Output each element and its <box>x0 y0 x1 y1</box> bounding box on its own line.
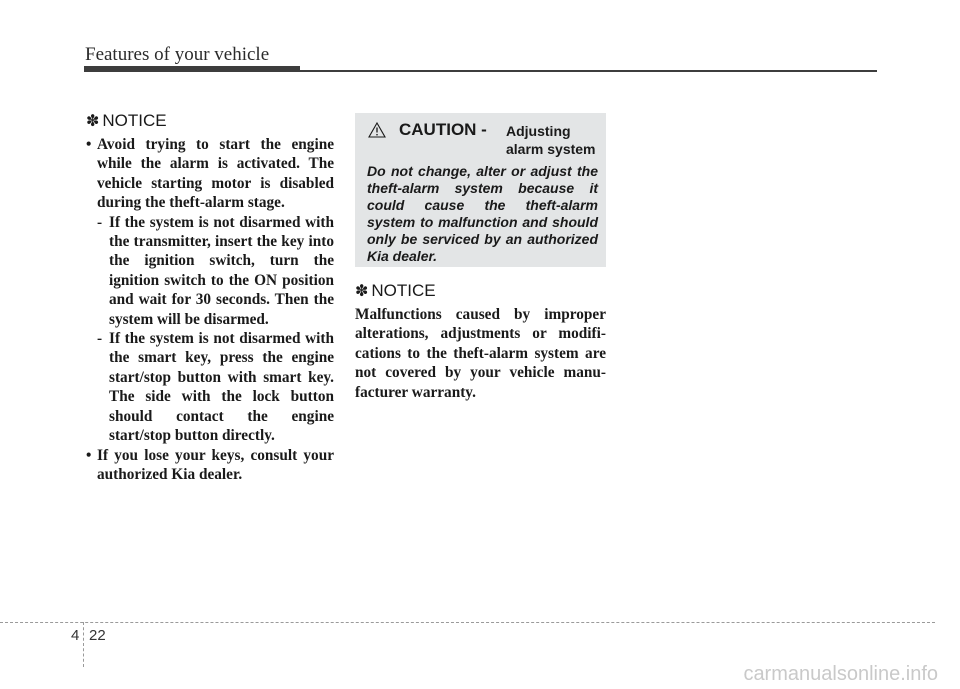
star-icon: ✽ <box>86 113 100 130</box>
list-item <box>97 213 334 329</box>
notice-heading <box>86 111 334 132</box>
caution-box <box>355 113 606 267</box>
dash-icon: - <box>97 213 103 231</box>
bullet-text: Avoid trying to start the engine while the alarm is activated. The vehicle starting motor is disabled during the theft-alarm stage. <box>97 136 334 212</box>
bullet-icon: • <box>86 136 92 153</box>
caution-subtitle-line2: alarm system <box>506 141 596 157</box>
caution-text: Do not change, alter or adjust the theft-alarm system because it could cause the theft-alarm system to malfunction and should only be serviced by an authorized Kia dealer. <box>367 163 598 264</box>
sub-text: If the system is not disarmed with the transmitter, insert the key into the ignition switch, turn the ignition switch to the ON position and wait for 30 seconds. Then the system will be disarmed. <box>109 213 334 328</box>
warning-triangle-icon <box>368 122 386 138</box>
section-number: 4 <box>71 627 80 644</box>
footer-divider <box>83 622 84 667</box>
star-icon: ✽ <box>355 283 369 300</box>
header-rule-thick <box>84 66 300 72</box>
sub-text: If the system is not disarmed with the smart key, press the engine start/stop button with smart key. The side with the lock button should contact the engine start/stop button directly. <box>109 330 334 445</box>
list-item <box>86 446 334 485</box>
left-notice <box>86 111 334 484</box>
caution-header <box>367 120 600 160</box>
list-item <box>97 329 334 445</box>
notice-body <box>86 135 334 484</box>
footer-rule <box>0 622 935 623</box>
notice-body: Malfunctions caused by improper alterations, adjustments or modifi-cations to the theft-alarm system are not covered by your vehicle manu-facturer warranty. <box>355 306 606 401</box>
notice-heading-label: NOTICE <box>102 111 167 130</box>
list-item <box>86 135 334 446</box>
bullet-text: If you lose your keys, consult your authorized Kia dealer. <box>97 446 334 483</box>
caution-label: CAUTION - <box>399 120 487 139</box>
right-notice <box>355 281 606 402</box>
dash-icon: - <box>97 330 103 348</box>
page-number: 22 <box>89 627 106 644</box>
page-header-title: Features of your vehicle <box>85 44 270 65</box>
header-rule-thin <box>300 70 877 72</box>
notice-heading-label: NOTICE <box>371 281 436 300</box>
notice-bullet-list <box>86 135 334 484</box>
watermark: carmanualsonline.info <box>743 663 938 685</box>
caution-subtitle-line1: Adjusting <box>506 123 571 139</box>
notice-heading <box>355 281 606 302</box>
sub-list <box>97 213 334 446</box>
bullet-icon: • <box>86 446 92 464</box>
